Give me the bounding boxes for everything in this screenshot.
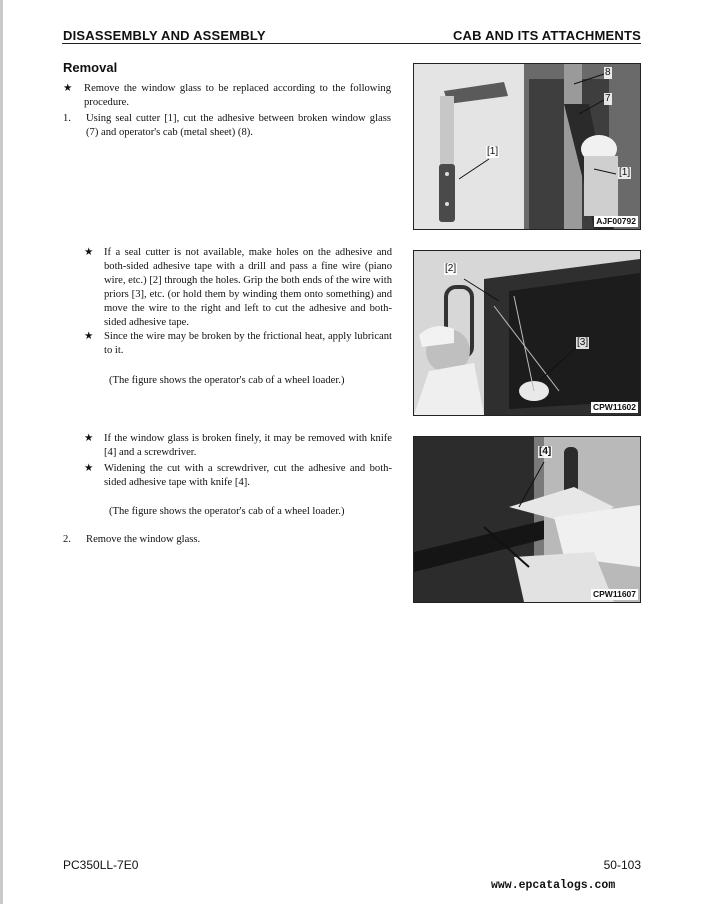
figure-wire-cutting: [413, 250, 641, 416]
step-1-marker: 1.: [63, 113, 71, 124]
figure-2-callout-2: [2]: [445, 263, 457, 274]
step-1-text: Using seal cutter [1], cut the adhesive between broken window glass (7) and operator's cab (metal sheet) (8).: [86, 113, 391, 138]
footer-model: PC350LL-7E0: [63, 858, 139, 872]
footer-page-number: 50-103: [603, 858, 641, 872]
figure-wire-cutting-photo: [414, 251, 640, 415]
figure-knife-cutting-photo: [414, 437, 640, 602]
step-6-marker: ★: [84, 463, 94, 474]
figure-2-code: CPW11602: [593, 402, 636, 412]
step-8-text: Remove the window glass.: [86, 534, 201, 545]
step-5-marker: ★: [84, 433, 94, 444]
figure-1-code: AJF00792: [596, 216, 636, 226]
step-3-text: Since the wire may be broken by the frictional heat, apply lubricant to it.: [104, 331, 392, 356]
step-8-marker: 2.: [63, 534, 71, 545]
step-2-text: If a seal cutter is not available, make holes on the adhesive and both-sided adhesive tape with a drill and pass a fine wire (piano wire, etc.) [2] through the holes. Grip the both ends of the wire with priors [3], etc. (or hold them by winding them onto something) and move the wire to the right and left to cut the adhesive and both-sided adhesive tape.: [104, 247, 392, 328]
step-0-marker: ★: [63, 83, 73, 94]
step-2-marker: ★: [84, 247, 94, 258]
figure-1-callout-1a: [1]: [487, 146, 499, 157]
figure-1-callout-1b: [1]: [619, 167, 631, 178]
figure-3-caption: (The figure shows the operator's cab of a wheel loader.): [109, 506, 345, 517]
footer-watermark: www.epcatalogs.com: [491, 879, 616, 892]
section-title: Removal: [63, 60, 118, 75]
figure-3-code: CPW11607: [593, 589, 636, 599]
figure-seal-cutter-photo: [414, 64, 640, 229]
page-edge: [0, 0, 3, 904]
step-0-text: Remove the window glass to be replaced according to the following procedure.: [84, 83, 391, 108]
figure-2-callout-3: [3]: [577, 337, 589, 348]
header-rule: [62, 43, 641, 44]
header-right-title: CAB AND ITS ATTACHMENTS: [452, 28, 641, 43]
header-left-title: DISASSEMBLY AND ASSEMBLY: [63, 28, 266, 43]
step-3-marker: ★: [84, 331, 94, 342]
step-5-text: If the window glass is broken finely, it may be removed with knife [4] and a screwdriver.: [104, 433, 392, 458]
step-6-text: Widening the cut with a screwdriver, cut the adhesive and both-sided adhesive tape with knife [4].: [104, 463, 392, 488]
figure-seal-cutter: [413, 63, 641, 230]
figure-knife-cutting: [413, 436, 641, 603]
figure-1-callout-8: 8: [605, 67, 611, 78]
figure-2-caption: (The figure shows the operator's cab of a wheel loader.): [109, 375, 345, 386]
figure-3-callout-4: [4]: [539, 446, 552, 457]
figure-1-callout-7: 7: [605, 93, 611, 104]
